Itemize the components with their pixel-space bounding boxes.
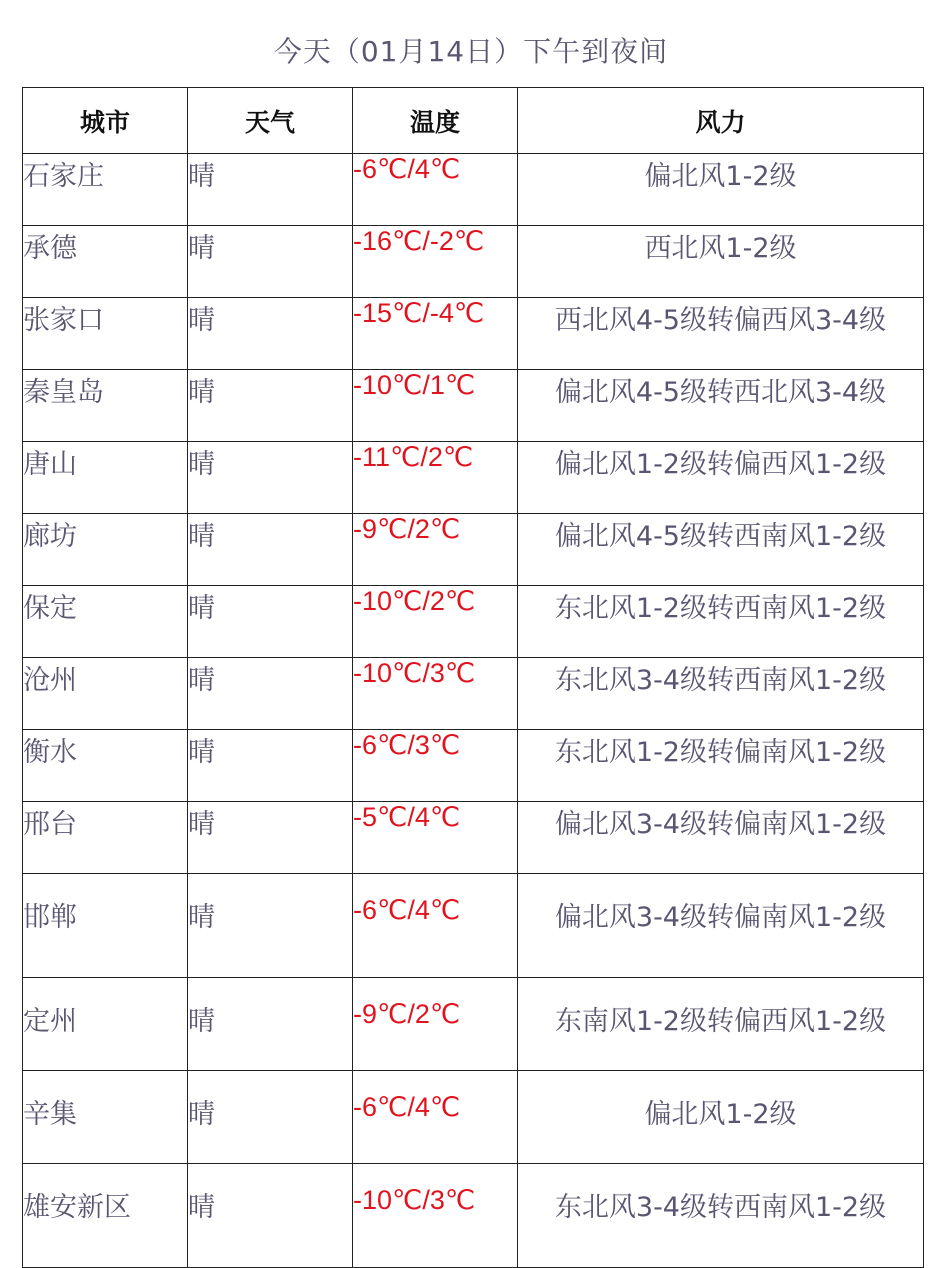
city-cell: 雄安新区	[23, 1164, 188, 1268]
header-weather: 天气	[188, 88, 353, 154]
header-city: 城市	[23, 88, 188, 154]
table-row	[23, 586, 924, 658]
header-temperature: 温度	[353, 88, 518, 154]
wind-cell: 西北风4-5级转偏西风3-4级	[518, 298, 924, 370]
table-row	[23, 730, 924, 802]
weather-cell: 晴	[188, 978, 353, 1071]
city-cell: 衡水	[23, 730, 188, 802]
weather-cell: 晴	[188, 874, 353, 978]
table-row	[23, 978, 924, 1071]
weather-cell: 晴	[188, 730, 353, 802]
wind-cell: 西北风1-2级	[518, 226, 924, 298]
table-row	[23, 298, 924, 370]
temperature-cell: -6℃/4℃	[353, 154, 518, 226]
wind-cell: 东北风1-2级转偏南风1-2级	[518, 730, 924, 802]
temperature-cell: -5℃/4℃	[353, 802, 518, 874]
temperature-cell: -16℃/-2℃	[353, 226, 518, 298]
temperature-cell: -9℃/2℃	[353, 978, 518, 1071]
weather-cell: 晴	[188, 226, 353, 298]
city-cell: 张家口	[23, 298, 188, 370]
table-row	[23, 514, 924, 586]
weather-cell: 晴	[188, 1071, 353, 1164]
city-cell: 石家庄	[23, 154, 188, 226]
temperature-cell: -9℃/2℃	[353, 514, 518, 586]
weather-cell: 晴	[188, 370, 353, 442]
city-cell: 辛集	[23, 1071, 188, 1164]
weather-cell: 晴	[188, 154, 353, 226]
wind-cell: 东南风1-2级转偏西风1-2级	[518, 978, 924, 1071]
table-row	[23, 154, 924, 226]
table-row	[23, 442, 924, 514]
temperature-cell: -10℃/1℃	[353, 370, 518, 442]
table-row	[23, 802, 924, 874]
temperature-cell: -11℃/2℃	[353, 442, 518, 514]
city-cell: 廊坊	[23, 514, 188, 586]
temperature-cell: -6℃/4℃	[353, 1071, 518, 1164]
wind-cell: 东北风3-4级转西南风1-2级	[518, 658, 924, 730]
weather-cell: 晴	[188, 298, 353, 370]
wind-cell: 偏北风1-2级	[518, 154, 924, 226]
table-row	[23, 874, 924, 978]
city-cell: 承德	[23, 226, 188, 298]
table-row	[23, 1164, 924, 1268]
weather-cell: 晴	[188, 442, 353, 514]
wind-cell: 偏北风3-4级转偏南风1-2级	[518, 802, 924, 874]
table-row	[23, 370, 924, 442]
city-cell: 唐山	[23, 442, 188, 514]
city-cell: 沧州	[23, 658, 188, 730]
temperature-cell: -10℃/2℃	[353, 586, 518, 658]
weather-cell: 晴	[188, 1164, 353, 1268]
wind-cell: 偏北风4-5级转西北风3-4级	[518, 370, 924, 442]
temperature-cell: -6℃/4℃	[353, 874, 518, 978]
wind-cell: 东北风1-2级转西南风1-2级	[518, 586, 924, 658]
wind-cell: 偏北风4-5级转西南风1-2级	[518, 514, 924, 586]
weather-cell: 晴	[188, 658, 353, 730]
page-title: 今天（01月14日）下午到夜间	[273, 35, 669, 68]
city-cell: 保定	[23, 586, 188, 658]
weather-cell: 晴	[188, 514, 353, 586]
weather-cell: 晴	[188, 802, 353, 874]
city-cell: 邯郸	[23, 874, 188, 978]
table-body	[23, 154, 924, 1268]
temperature-cell: -10℃/3℃	[353, 658, 518, 730]
wind-cell: 偏北风3-4级转偏南风1-2级	[518, 874, 924, 978]
wind-cell: 偏北风1-2级转偏西风1-2级	[518, 442, 924, 514]
city-cell: 秦皇岛	[23, 370, 188, 442]
city-cell: 邢台	[23, 802, 188, 874]
header-wind: 风力	[518, 88, 924, 154]
temperature-cell: -15℃/-4℃	[353, 298, 518, 370]
weather-table	[22, 87, 924, 1268]
table-row	[23, 226, 924, 298]
city-cell: 定州	[23, 978, 188, 1071]
temperature-cell: -10℃/3℃	[353, 1164, 518, 1268]
wind-cell: 东北风3-4级转西南风1-2级	[518, 1164, 924, 1268]
table-row	[23, 1071, 924, 1164]
weather-cell: 晴	[188, 586, 353, 658]
temperature-cell: -6℃/3℃	[353, 730, 518, 802]
wind-cell: 偏北风1-2级	[518, 1071, 924, 1164]
table-row	[23, 658, 924, 730]
table-header-row	[23, 88, 924, 154]
